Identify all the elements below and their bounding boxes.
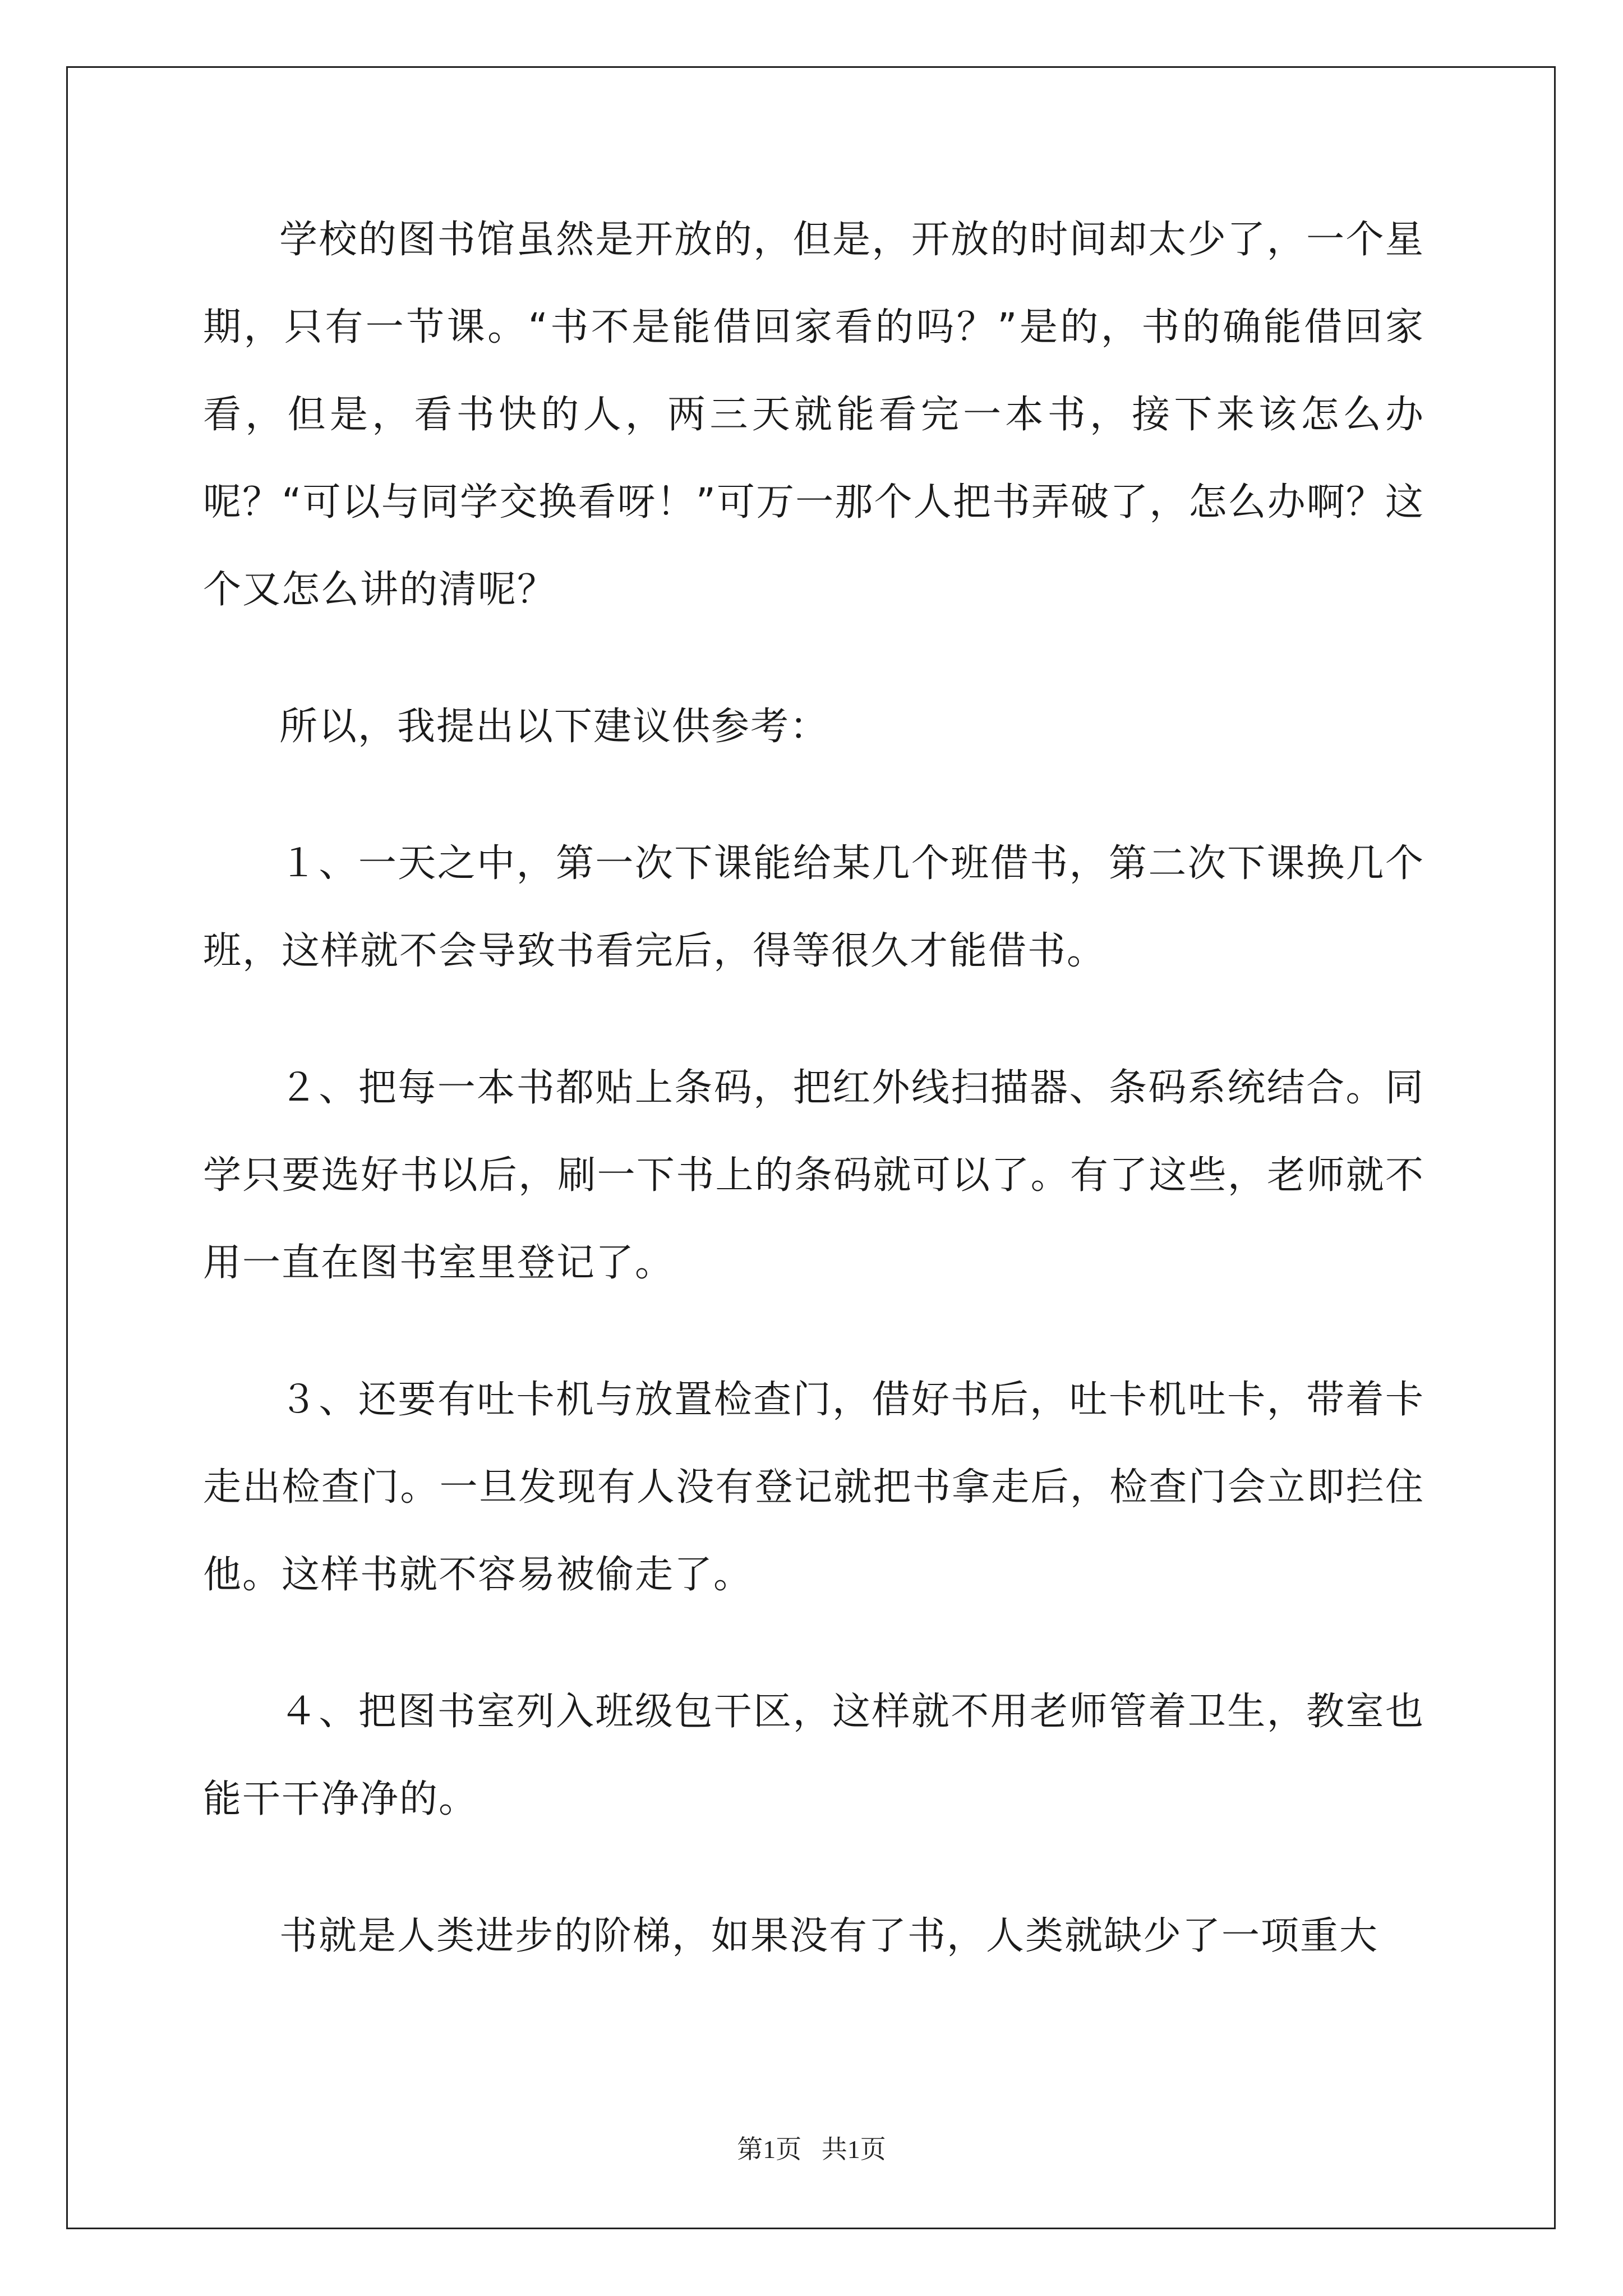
page-total: 共1页 (821, 2135, 886, 2164)
page-number: 第1页 (737, 2135, 802, 2164)
paragraph-suggestion-4: ４、把图书室列入班级包干区，这样就不用老师管着卫生，教室也能干干净净的。 (203, 1690, 1424, 1821)
paragraph-suggestion-2: ２、把每一本书都贴上条码，把红外线扫描器、条码系统结合。同学只要选好书以后，刷一下书上的条码就可以了。有了这些，老师就不用一直在图书室里登记了。 (203, 1066, 1424, 1285)
paragraph-suggestion-3: ３、还要有吐卡机与放置检查门，借好书后，吐卡机吐卡，带着卡走出检查门。一旦发现有人没有登记就把书拿走后，检查门会立即拦住他。这样书就不容易被偷走了。 (203, 1378, 1424, 1597)
document-body (203, 196, 1424, 2030)
paragraph-library-hours: 学校的图书馆虽然是开放的，但是，开放的时间却太少了，一个星期，只有一节课。“书不是能借回家看的吗？”是的，书的确能借回家看，但是，看书快的人，两三天就能看完一本书，接下来该怎么办呢？“可以与同学交换看呀！”可万一那个人把书弄破了，怎么办啊？这个又怎么讲的清呢？ (203, 218, 1424, 612)
paragraph-suggestion-1: １、一天之中，第一次下课能给某几个班借书，第二次下课换几个班，这样就不会导致书看完后，得等很久才能借书。 (203, 841, 1424, 973)
paragraph-suggestions-intro: 所以，我提出以下建议供参考： (279, 705, 829, 749)
page-footer (0, 2129, 1623, 2166)
paragraph-conclusion: 书就是人类进步的阶梯，如果没有了书，人类就缺少了一项重大 (279, 1914, 1379, 1958)
